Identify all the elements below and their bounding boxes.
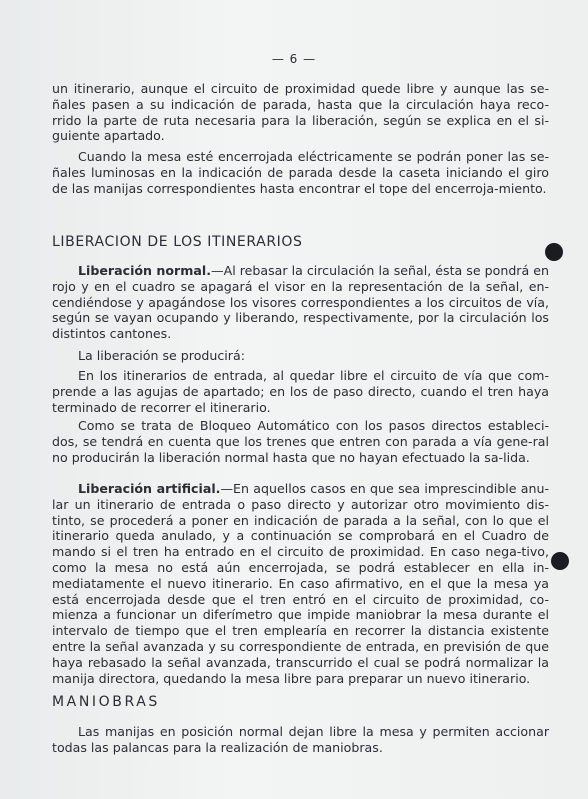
punch-hole-lower [551, 552, 569, 570]
paragraph-8: Las manijas en posición normal dejan libre la mesa y permiten accionar todas las palancas para la realización de maniobras. [52, 724, 549, 755]
paragraph-block-7 [52, 481, 549, 686]
paragraph-7 [52, 481, 549, 686]
paragraph-block-5 [52, 368, 549, 415]
paragraph-block-4 [52, 348, 549, 364]
paragraph-block-3 [52, 263, 549, 342]
paragraph-continuation [52, 81, 549, 144]
paragraph-3-lead: Liberación normal. [78, 263, 211, 278]
page-number: — 6 — [271, 52, 317, 66]
paragraph-block-2 [52, 149, 549, 196]
paragraph-3 [52, 263, 549, 342]
paragraph-block-8 [52, 724, 549, 756]
paragraph-4: La liberación se producirá: [78, 348, 245, 363]
section-heading-liberacion: LIBERACION DE LOS ITINERARIOS [52, 234, 303, 250]
section-heading-maniobras: MANIOBRAS [52, 694, 160, 710]
paragraph-2: Cuando la mesa esté encerrojada eléctricamente se podrán poner las se-ñales luminosas en la indicación de parada desde la caseta iniciando el giro de las manijas correspondientes hasta encontrar el tope del encerroja-miento. [52, 149, 549, 196]
paragraph-6: Como se trata de Bloqueo Automático con los pasos directos estableci-dos, se tendrá en cuenta que los trenes que entren con parada a vía gene-ral no producirán la liberación normal hasta que no hayan efectuado la sa-lida. [52, 418, 549, 465]
paragraph-7-body: —En aquellos casos en que sea imprescindible anu-lar un itinerario de entrada o paso directo y autorizar otro movimiento dis-tinto, se procederá a poner en indicación de parada a la señal, con lo que el itinerario queda anulado, y a continuación se comprobará en el Cuadro de mando si el tren ha entrado en el circuito de proximidad. En caso nega-tivo, como la mesa no está aún encerrojada, se podrá establecer en ella in-mediatamente el nuevo itinerario. En caso afirmativo, en el que la mesa ya está encerrojada desde que el tren entró en el circuito de proximidad, co-mienza a funcionar un diferímetro que impide maniobrar la mesa durante el intervalo de tiempo que el tren emplearía en recorrer la distancia existente entre la señal avanzada y su correspondiente de entrada, en previsión de que haya rebasado la señal avanzada, transcurrido el cual se podrá normalizar la manija directora, quedando la mesa libre para preparar un nuevo itinerario. [52, 481, 550, 686]
paragraph-7-lead: Liberación artificial. [78, 481, 221, 496]
paragraph-1: un itinerario, aunque el circuito de proximidad quede libre y aunque las se-ñales pasen a su indicación de parada, hasta que la circulación haya reco-rrido la parte de ruta necesaria para la liberación, según se explica en el si-guiente apartado. [52, 81, 549, 144]
paragraph-block-6 [52, 418, 549, 465]
punch-hole-upper [545, 243, 563, 261]
paragraph-3-body: —Al rebasar la circulación la señal, ésta se pondrá en rojo y en el cuadro se apagará el visor en la representación de la señal, en-cendiéndose y apagándose los visores correspondientes a los circuitos de vía, según se vayan ocupando y liberando, respectivamente, por la circulación los distintos cantones. [52, 263, 549, 342]
paragraph-5: En los itinerarios de entrada, al quedar libre el circuito de vía que com-prende a las agujas de apartado; en los de paso directo, cuando el tren haya terminado de recorrer el itinerario. [52, 368, 549, 415]
